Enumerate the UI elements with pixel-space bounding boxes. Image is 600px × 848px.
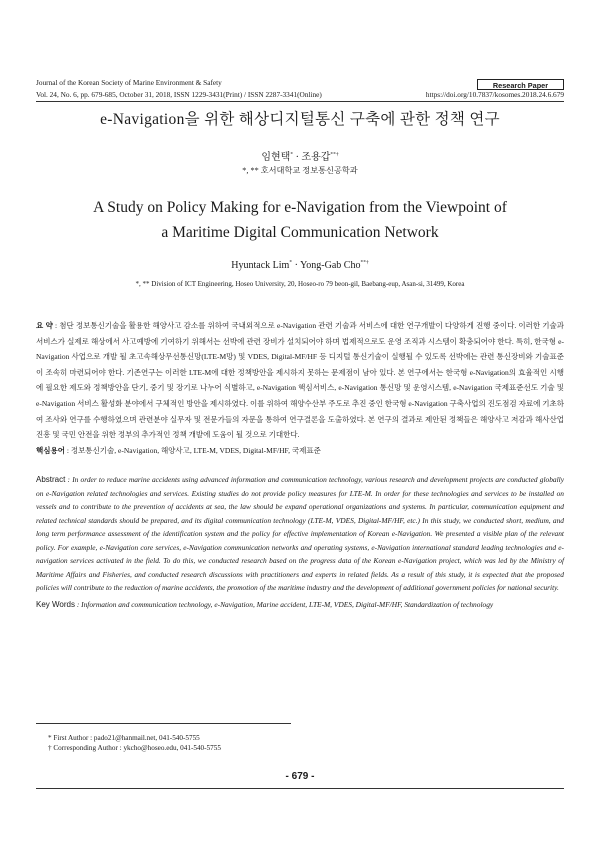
affiliation-korean: *, ** 호서대학교 정보통신공학과 bbox=[242, 166, 358, 175]
doi-link[interactable]: https://doi.org/10.7837/kosomes.2018.24.6.679 bbox=[425, 90, 564, 99]
citation: Vol. 24, No. 6, pp. 679-685, October 31, 2018, ISSN 1229-3431(Print) / ISSN 2287-3341(Online) bbox=[36, 90, 322, 99]
keywords-english-label: Key Words bbox=[36, 600, 75, 609]
title-english-line-1: A Study on Policy Making for e-Navigation from the Viewpoint of bbox=[93, 199, 507, 216]
author-2-en-mark: **† bbox=[360, 259, 369, 266]
page-number: - 679 - bbox=[285, 771, 315, 782]
journal-name: Journal of the Korean Society of Marine Environment & Safety bbox=[36, 78, 222, 87]
footnote-rule bbox=[36, 723, 291, 724]
abstract-korean bbox=[36, 318, 564, 443]
keywords-english bbox=[36, 600, 564, 609]
affiliation-english: *, ** Division of ICT Engineering, Hoseo University, 20, Hoseo-ro 79 beon-gil, Baebang-eup, Asan-si, 31499, Korea bbox=[135, 280, 465, 288]
authors-korean bbox=[0, 148, 600, 163]
title-english-line-2: a Maritime Digital Communication Network bbox=[161, 224, 439, 241]
author-1-ko-mark: * bbox=[290, 151, 294, 158]
page-bottom-rule bbox=[36, 788, 564, 789]
keywords-korean-label: 핵심용어 bbox=[36, 446, 65, 455]
abstract-korean-text: : 첨단 정보통신기술을 활용한 해양사고 감소를 위하여 국내외적으로 e-Navigation 관련 기술과 서비스에 대한 연구개발이 다양하게 진행 중이다. 이러한 기술과 서비스가 실제로 해상에서 사고예방에 기여하기 위해서는 선박에 관련 장비가 설치되어야 하며 법제적으로도 운영 조직과 시스템이 확충되어야 한다. 특히, 한국형 e-Navigation 사업으로 개발 될 초고속해상무선통신망(LTE-M망) 및 VDES, Digital-MF/HF 등 디지털 통신기술이 실행될 수 있도록 선박에는 관련 통신장비와 기술표준이 조속히 마련되어야 한다. 기존연구는 이러한 LTE-M에 대한 정책방안을 제시하지 못하는 문제점이 남아 있다. 본 연구에서는 한국형 e-Navigation의 효율적인 시행에 필요한 제도와 정책방안을 단기, 중기 및 장기로 나누어 식별하고, e-Navigation 핵심서비스, e-Navigation 통신망 및 운영시스템, e-Navigation 국제표준선도 기술 및 e-Navigation 서비스 활성화 분야에서 구체적인 방안을 제시하였다. 이를 위하여 해양수산부 주도로 추진 중인 한국형 e-Navigation 구축사업의 진도점검 자료에 기초하여 조사와 연구를 수행하였으며 관련분야 실무자 및 전문가들의 자문을 통하여 연구결론을 도출하였다. 본 연구의 결과로 제안된 정책들은 해양사고 저감과 해사산업 진흥 및 국민 안전을 위한 정부의 추가적인 정책 개발에 도움이 될 것으로 기대한다. bbox=[36, 321, 565, 440]
author-2-ko-mark: **† bbox=[330, 151, 339, 158]
title-korean: e-Navigation을 위한 해상디지털통신 구축에 관한 정책 연구 bbox=[100, 111, 500, 128]
keywords-english-text: : Information and communication technology, e-Navigation, Marine accident, LTE-M, VDES, Digital-MF/HF, Standardization of technology bbox=[74, 600, 494, 609]
abstract-english bbox=[36, 473, 564, 595]
author-2-en: Yong-Gab Cho bbox=[300, 260, 361, 271]
footnote-corresponding-author: † Corresponding Author : ykcho@hoseo.edu, 041-540-5755 bbox=[48, 744, 221, 752]
keywords-korean-text: : 정보통신기술, e-Navigation, 해양사고, LTE-M, VDES, Digital-MF/HF, 국제표준 bbox=[64, 446, 321, 455]
keywords-korean bbox=[36, 445, 564, 456]
abstract-korean-label: 요 약 bbox=[36, 321, 53, 330]
author-1-ko: 임현택 bbox=[261, 152, 291, 163]
authors-english bbox=[0, 260, 600, 271]
author-1-en: Hyuntack Lim bbox=[231, 260, 290, 271]
author-1-en-mark: * bbox=[289, 259, 293, 266]
title-english bbox=[0, 195, 600, 245]
abstract-english-text: : In order to reduce marine accidents using advanced information and communication technology, various research and development projects are conducted globally on e-Navigation related technologies and services. Existing studies do not provide policy measures for LTE-M. In order for these technologies and services to be installed on vessels and to contribute to the prevention of accidents at sea, the law should be expand operational organizations and systems. In particular, communication equipment and related technical standards should be prepared, and its digital communication technology (LTE-M, VDES, Digital-MF/HF, etc.) In this study, we conducted short, medium, and long term performance assessment of the identification system and the policy for effective implementation of Korean e-Navigation. We presented a visible plan of the relevant policy. For example, e-Navigation core services, e-Navigation communication networks and operating systems, e-Navigation international standard leading technologies and e-navigation services activated in the field. To do this, we conducted research based on the progress data of the Korean e-Navigation project, which was led by the Ministry of Maritime Affairs and Fisheries, and conducted research discussions with practitioners and experts in related fields. As a result of this study, it is expected that the proposed policies will contribute to the reduction of marine accidents, the promotion of the maritime industry and the development of additional government policies for national security. bbox=[36, 475, 564, 592]
author-2-ko: 조용갑 bbox=[301, 152, 331, 163]
header-rule bbox=[36, 101, 564, 102]
abstract-english-label: Abstract bbox=[36, 475, 66, 484]
footnote-first-author: * First Author : pado21@hanmail.net, 041-540-5755 bbox=[48, 734, 200, 742]
author-sep-en: · bbox=[292, 260, 301, 271]
research-paper-badge: Research Paper bbox=[477, 79, 564, 90]
author-sep-ko: · bbox=[293, 152, 302, 163]
